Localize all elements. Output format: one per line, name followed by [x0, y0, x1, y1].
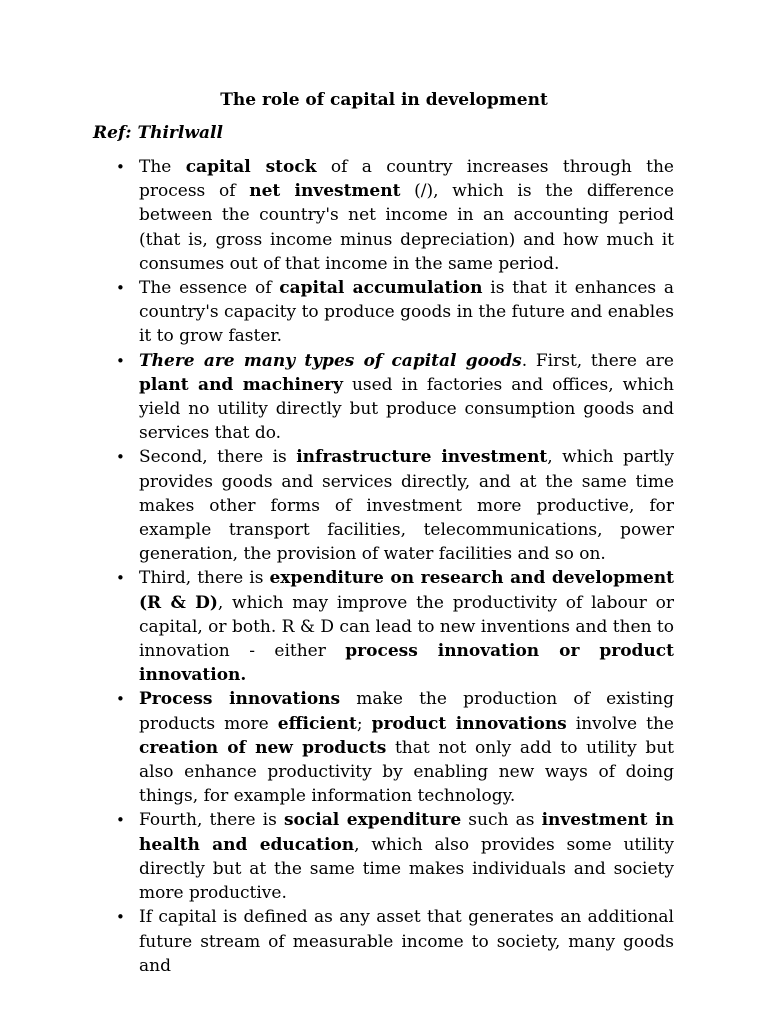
text-run: The essence of — [139, 278, 280, 299]
text-run: If capital is defined as any asset that generates an additional future stream of measurable income to society, many goods and — [139, 907, 674, 976]
reference-line: Ref: Thirlwall — [93, 123, 223, 143]
bold-term: creation of new products — [139, 737, 387, 758]
bold-term: capital accumulation — [279, 278, 483, 299]
text-run: , which may improve the productivity of labour or capital, or both. R & D can lead to new inventions and then to innovation - either — [139, 592, 675, 662]
list-item — [139, 349, 674, 446]
text-run: , which partly provides goods and services directly, and at the same time makes other forms of investment more productive, for example transport facilities, telecommunications, power generation, the provision of water facilities and so on. — [139, 447, 674, 565]
bold-term: product innovations — [371, 713, 567, 734]
bullet-list — [139, 155, 674, 978]
text-run: Second, there is — [139, 447, 297, 468]
bold-term: capital stock — [185, 157, 317, 177]
text-run: of a country increases through the process of — [139, 157, 674, 202]
text-run: Fourth, there is — [139, 810, 284, 831]
bold-term: Process innovations — [139, 689, 341, 710]
list-item — [139, 445, 674, 566]
page-title: The role of capital in development — [220, 90, 548, 110]
list-item — [139, 687, 674, 808]
list-item — [139, 566, 674, 687]
text-run: involve the — [566, 713, 674, 734]
list-item — [139, 155, 674, 276]
bold-term: net investment — [249, 181, 401, 202]
text-run: such as — [461, 810, 542, 831]
bold-italic-term: There are many types of capital goods — [139, 350, 522, 371]
text-run: used in factories and offices, which yield no utility directly but produce consumption goods and services that do. — [139, 374, 674, 444]
bold-term: plant and machinery — [139, 374, 343, 395]
text-run: (/), which is the difference between the country's net income in an accounting period (that is, gross income minus depreciation) and how much it consumes out of that income in the same period. — [139, 181, 675, 274]
text-run: The — [139, 157, 186, 177]
text-run: , which also provides some utility directly but at the same time makes individuals and society more productive. — [139, 834, 674, 904]
list-item — [139, 808, 674, 905]
text-run: ; — [356, 713, 372, 734]
text-run: is that it enhances a country's capacity to produce goods in the future and enables it to grow faster. — [139, 278, 674, 347]
bold-term: expenditure on research and development (R & D) — [139, 568, 674, 613]
text-run: Third, there is — [139, 568, 270, 589]
list-item — [139, 276, 674, 349]
bold-term: efficient — [277, 713, 357, 734]
bold-term: process innovation or product innovation. — [139, 641, 674, 686]
bold-term: infrastructure investment — [296, 447, 548, 468]
text-run: that not only add to utility but also enhance productivity by enabling new ways of doing things, for example information technology. — [139, 737, 674, 807]
bold-term: social expenditure — [283, 810, 462, 831]
list-item — [139, 905, 674, 978]
text-run: . First, there are — [521, 350, 674, 371]
bold-term: investment in health and education — [139, 810, 674, 855]
text-run: make the production of existing products more — [139, 689, 674, 734]
